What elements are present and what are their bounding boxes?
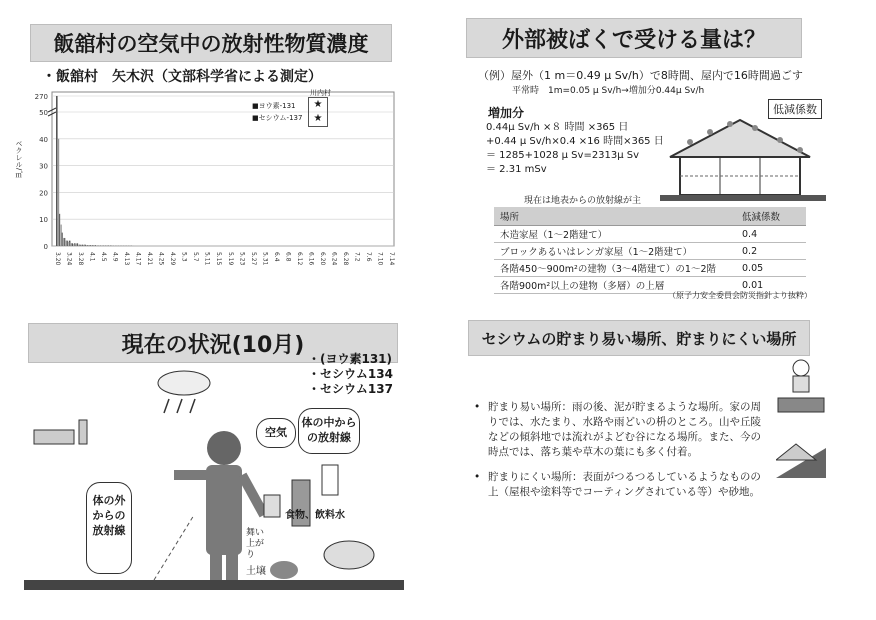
table-row: [494, 226, 806, 243]
x-tick-label: 5.3: [180, 252, 188, 262]
y-tick-label: 270: [34, 93, 48, 101]
x-tick-label: 6.20: [318, 252, 326, 266]
panel3-title: 現在の状況(10月): [28, 323, 398, 363]
radiation-chart: [22, 84, 402, 299]
bar-cesium: [76, 244, 77, 246]
panel1-title: 飯舘村の空気中の放射性物質濃度: [30, 24, 392, 62]
table-cell-factor: 0.01: [736, 277, 806, 294]
bar-cesium: [84, 245, 85, 246]
y-tick-label: 10: [39, 216, 48, 225]
x-tick-label: 6.12: [295, 252, 303, 266]
table-header: 場所: [494, 207, 736, 226]
bar-cesium: [99, 245, 100, 246]
air-bubble: 空気: [256, 418, 296, 448]
bar-cesium: [89, 245, 90, 246]
y-tick-label: 30: [39, 162, 48, 171]
panel2-example: （例）屋外（1 m＝0.49 μ Sv/h）で8時間、屋内で16時間過ごす: [478, 69, 803, 82]
y-tick-label: 50: [39, 109, 48, 117]
external-bubble: 体の外からの放射線: [86, 482, 132, 574]
x-tick-label: 4.25: [157, 252, 165, 266]
calc-block: [486, 121, 664, 177]
bar-cesium: [81, 245, 82, 246]
x-tick-label: 4.1: [88, 252, 96, 262]
bar-cesium: [91, 245, 92, 246]
x-tick-label: 3.28: [77, 252, 85, 266]
y-axis-unit: ベクレル/㎥: [15, 140, 23, 178]
table-cell-factor: 0.4: [736, 226, 806, 243]
bar-cesium: [96, 245, 97, 246]
x-tick-label: 3.20: [54, 252, 61, 266]
nuclide-item: ・(ヨウ素131): [308, 352, 393, 366]
x-tick-label: 5.15: [215, 252, 223, 266]
increase-label: 増加分: [488, 106, 525, 120]
x-tick-label: 7.10: [376, 252, 384, 266]
y-tick-label: 20: [39, 189, 48, 198]
reduction-label: 低減係数: [768, 99, 822, 119]
x-tick-label: 5.11: [203, 252, 211, 266]
y-tick-label: 0: [43, 243, 48, 251]
table-cell-factor: 0.05: [736, 260, 806, 277]
x-tick-label: 6.4: [272, 252, 280, 262]
bar-cesium: [86, 245, 87, 246]
bullet-dot: •: [474, 471, 481, 483]
calc-line: +0.44 μ Sv/h×0.4 ×16 時間×365 日: [486, 136, 664, 147]
table-cell-place: 木造家屋（1～2階建て）: [494, 226, 736, 243]
panel1-subtitle: ・飯舘村 矢木沢（文部科学省による測定）: [42, 69, 322, 85]
bar-cesium: [73, 244, 74, 246]
bar-cesium: [104, 245, 105, 246]
table-cell-place: 各階900m²以上の建物（多層）の上層: [494, 277, 736, 294]
accumulate-easy: [474, 400, 764, 460]
bar-cesium: [63, 238, 64, 246]
bar-cesium: [58, 139, 59, 246]
bar-cesium: [79, 245, 80, 246]
panel4-title: セシウムの貯まり易い場所、貯まりにくい場所: [468, 320, 810, 356]
chart-svg: [22, 84, 402, 299]
gutter-illustration: [776, 358, 826, 448]
slope-illustration: [776, 440, 826, 480]
x-tick-label: 6.24: [330, 252, 338, 266]
x-tick-label: 5.7: [192, 252, 200, 262]
house-illustration: [660, 112, 826, 202]
calc-line: 0.44μ Sv/h ×８ 時間 ×365 日: [486, 122, 629, 133]
x-tick-label: 4.5: [100, 252, 108, 262]
bar-cesium: [94, 245, 95, 246]
x-tick-label: 4.29: [169, 252, 177, 266]
x-tick-label: 5.19: [226, 252, 234, 266]
x-tick-label: 4.21: [146, 252, 154, 266]
x-tick-label: 3.24: [65, 252, 73, 266]
panel2-normal: 平常時 1m=0.05 μ Sv/h→増加分0.44μ Sv/h: [512, 86, 705, 96]
soil-label: 土壌: [246, 566, 266, 577]
calc-line: ＝ 2.31 mSv: [486, 164, 547, 175]
table-row: [494, 243, 806, 260]
bar-cesium: [66, 241, 67, 246]
x-tick-label: 7.6: [364, 252, 372, 262]
legend-iodine: ■ヨウ素-131: [252, 102, 296, 110]
source-note: （原子力安全委員会防災指針より抜粋）: [668, 291, 812, 300]
situation-illustration: [24, 365, 404, 590]
x-tick-label: 5.23: [238, 252, 246, 266]
ground-note: 現在は地表からの放射線が主: [524, 196, 642, 206]
bar-cesium: [68, 242, 69, 246]
legend-cesium: ■セシウム-137: [252, 114, 303, 122]
table-cell-factor: 0.2: [736, 243, 806, 260]
plot-frame: [52, 92, 394, 246]
bar-cesium: [102, 245, 103, 246]
x-tick-label: 5.31: [261, 252, 269, 266]
bar-cesium: [71, 243, 72, 246]
kawauchi-star-box: ★ ★: [308, 97, 328, 127]
y-tick-label: 40: [39, 135, 48, 144]
table-header: 低減係数: [736, 207, 806, 226]
x-tick-label: 7.2: [353, 252, 361, 262]
panel2-title: 外部被ばくで受ける量は？: [466, 18, 802, 58]
table-row: [494, 260, 806, 277]
x-tick-label: 6.28: [341, 252, 349, 266]
table-cell-place: ブロックあるいはレンガ家屋（1～2階建て）: [494, 243, 736, 260]
bar-cesium: [61, 225, 62, 246]
x-tick-label: 7.14: [388, 252, 395, 266]
x-tick-label: 6.8: [284, 252, 292, 262]
bar-iodine: [56, 96, 58, 246]
nuclide-item: ・セシウム134: [308, 367, 393, 381]
x-tick-label: 4.13: [123, 252, 131, 266]
internal-bubble: 体の中からの放射線: [298, 408, 360, 454]
calc-line: ＝ 1285+1028 μ Sv=2313μ Sv: [486, 150, 640, 161]
food-label: 食物、飲料水: [285, 510, 345, 521]
rise-label: 舞い上がり: [246, 528, 265, 560]
bullet-dot: •: [474, 401, 481, 413]
x-tick-label: 6.16: [307, 252, 315, 266]
kawauchi-label: 川内村: [310, 89, 331, 97]
x-tick-label: 4.17: [134, 252, 142, 266]
table-cell-place: 各階450～900m²の建物（3～4階建て）の1～2階: [494, 260, 736, 277]
accumulate-hard: [474, 470, 764, 500]
bullet-text: 貯まりにくい場所：表面がつるつるしているようなものの上（屋根や塗料等でコーティングされている等）や砂地。: [488, 471, 761, 498]
nuclide-item: ・セシウム137: [308, 382, 393, 396]
bullet-text: 貯まり易い場所：雨の後、泥が貯まるような場所。家の周りでは、水たまり、水路や雨どいの枡のところ。山や丘陵などの傾斜地では流れがよどむ谷になる場所。また、今の時点では、落ち葉や草木の葉にも多く付着。: [488, 401, 761, 458]
reduction-table: [494, 207, 806, 294]
x-tick-label: 5.27: [249, 252, 257, 266]
x-tick-label: 4.9: [111, 252, 119, 262]
